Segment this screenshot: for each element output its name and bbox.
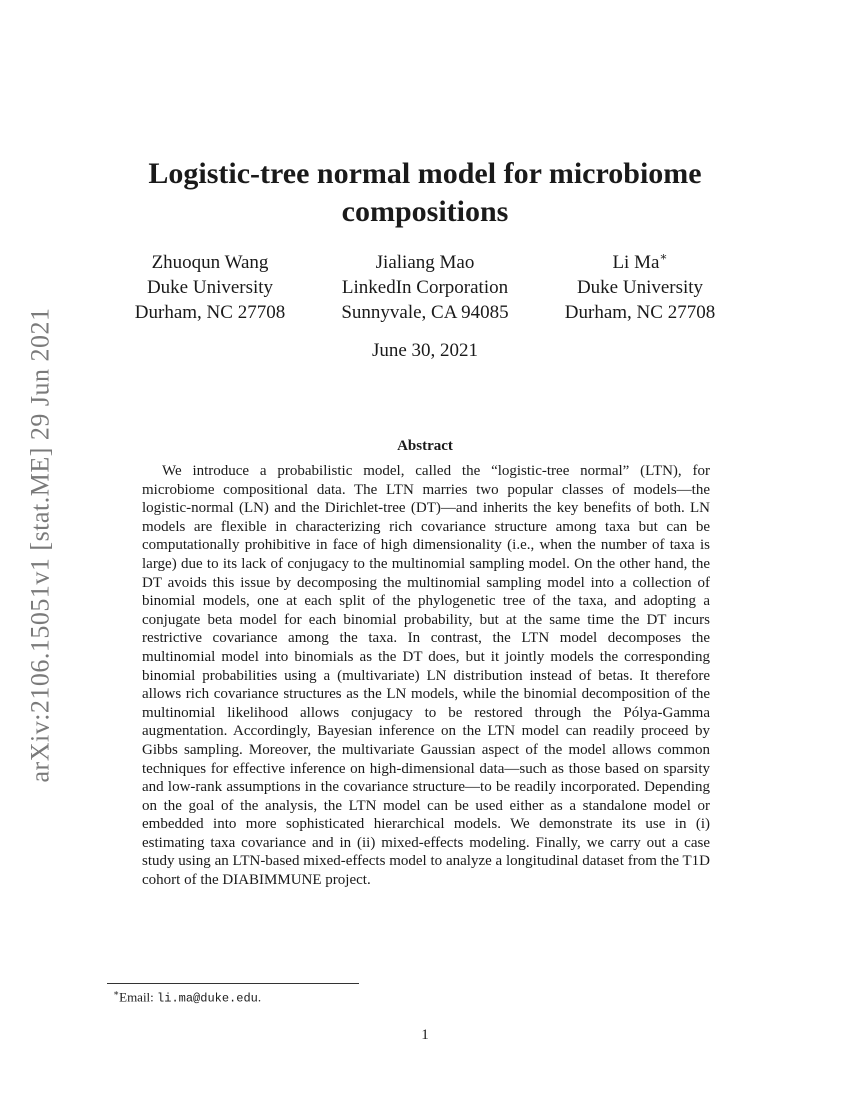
author-name: Zhuoqun Wang — [151, 252, 269, 273]
author-location: Durham, NC 27708 — [134, 302, 286, 323]
page-number: 1 — [421, 1027, 429, 1043]
arxiv-identifier-text: arXiv:2106.15051v1 [stat.ME] 29 Jun 2021 — [25, 307, 54, 783]
author-3 — [535, 250, 745, 325]
footnote-mark: ∗ — [113, 988, 120, 998]
arxiv-identifier-stamp — [20, 295, 60, 795]
author-location: Sunnyvale, CA 94085 — [341, 302, 509, 323]
author-affiliation: Duke University — [576, 277, 704, 298]
corresponding-author-mark: ∗ — [659, 249, 668, 264]
abstract-heading: Abstract — [397, 438, 453, 454]
footnote-end: . — [257, 989, 262, 1005]
footnote-email-link[interactable]: li.ma@duke.edu — [157, 991, 258, 1006]
author-2 — [320, 250, 530, 325]
footnote — [113, 988, 261, 1005]
footnote-label: Email: — [119, 989, 158, 1005]
author-affiliation: Duke University — [146, 277, 274, 298]
author-name: Li Ma — [612, 252, 660, 273]
author-name: Jialiang Mao — [375, 252, 475, 273]
paper-title: Logistic-tree normal model for microbiome compositions — [148, 157, 702, 228]
author-1 — [105, 250, 315, 325]
publication-date: June 30, 2021 — [371, 340, 479, 361]
author-affiliation: LinkedIn Corporation — [341, 277, 509, 298]
footnote-divider — [107, 983, 359, 984]
abstract-body: We introduce a probabilistic model, called the “logistic-tree normal” (LTN), for microbiome compositional data. The LTN marries two popular classes of models—the logistic-normal (LN) and the Dirichlet-tree (DT)—and inherits the key benefits of both. LN models are flexible in characterizing rich covariance structure among taxa but can be computationally prohibitive in face of high dimensionality (i.e., when the number of taxa is large) due to its lack of conjugacy to the multinomial sampling model. On the other hand, the DT avoids this issue by decomposing the multinomial sampling model into a collection of binomial models, one at each split of the phylogenetic tree of the taxa, and adopting a conjugate beta model for each binomial probability, but at the same time the DT incurs restrictive covariance among the taxa. In contrast, the LTN model decomposes the multinomial model into binomials as the DT does, but it jointly models the corresponding binomial probabilities using a (multivariate) LN distribution instead of betas. It therefore allows rich covariance structures as the LN models, while the binomial decomposition of the multinomial likelihood allows conjugacy to be restored through the Pólya-Gamma augmentation. Accordingly, Bayesian inference on the LTN model can readily proceed by Gibbs sampling. Moreover, the multivariate Gaussian aspect of the model allows common techniques for effective inference on high-dimensional data—such as those based on sparsity and low-rank assumptions in the covariance structure—to be readily incorporated. Depending on the goal of the analysis, the LTN model can be used either as a standalone model or embedded into more sophisticated hierarchical models. We demonstrate its use in (i) estimating taxa covariance and in (ii) mixed-effects modeling. Finally, we carry out a case study using an LTN-based mixed-effects model to analyze a longitudinal dataset from the T1D cohort of the DIABIMMUNE project. — [142, 463, 710, 889]
author-location: Durham, NC 27708 — [564, 302, 716, 323]
